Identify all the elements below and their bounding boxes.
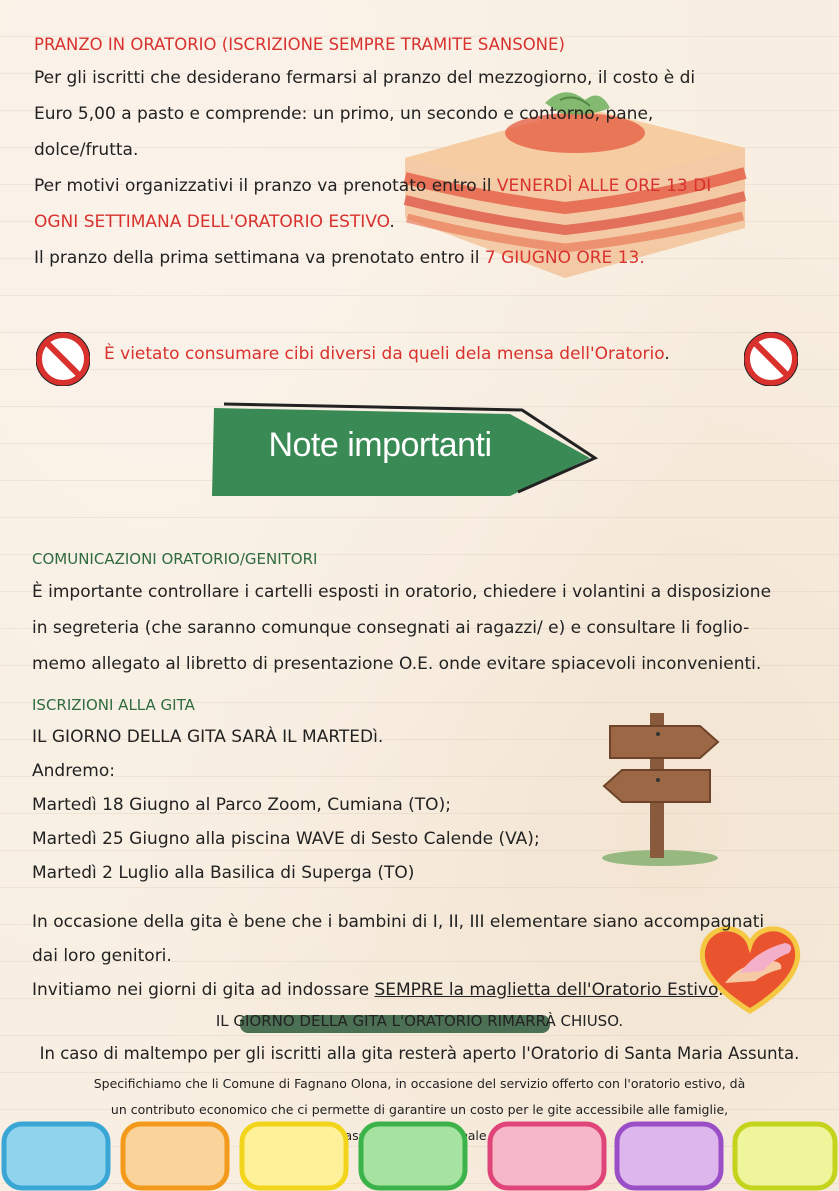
communications-title: COMUNICAZIONI ORATORIO/GENITORI <box>32 550 318 568</box>
lunch-line-1: Per gli iscritti che desiderano fermarsi al pranzo del mezzogiorno, il costo è di <box>34 68 696 88</box>
notes-banner <box>210 400 600 500</box>
warning-end: . <box>664 344 670 364</box>
banner-title: Note importanti <box>268 426 492 464</box>
lunch-line-4 <box>34 168 814 204</box>
lunch-line-5-end: . <box>389 212 395 232</box>
warning-text <box>104 344 670 364</box>
fine-print-2: un contributo economico che ci permette di garantire un costo per le gite accessibile alle famiglie, <box>110 1102 729 1117</box>
weather-notice: In caso di maltempo per gli iscritti alla gita resterà aperto l'Oratorio di Santa Maria Assunta. <box>39 1044 800 1063</box>
closing-line-3-text: Invitiamo nei giorni di gita ad indossare <box>32 980 375 1000</box>
lunch-line-2: Euro 5,00 a pasto e comprende: un primo, un secondo e contorno, pane, <box>34 104 654 124</box>
communications-section <box>32 544 822 682</box>
no-entry-icon <box>744 332 798 386</box>
closed-notice-row <box>0 1007 839 1037</box>
warning-message: È vietato consumare cibi diversi da queli dela mensa dell'Oratorio <box>104 344 665 364</box>
closed-notice: IL GIORNO DELLA GITA L'ORATORIO RIMARRÀ CHIUSO. <box>215 1012 624 1030</box>
signpost-illustration <box>600 708 730 868</box>
communications-line-2: in segreteria (che saranno comunque consegnati ai ragazzi/ e) e consultare li foglio- <box>32 618 750 638</box>
closing-line-3 <box>0 973 839 1007</box>
lunch-line-3: dolce/frutta. <box>34 140 139 160</box>
closing-line-3-end: . <box>718 980 724 1000</box>
lunch-deadline-cont: OGNI SETTIMANA DELL'ORATORIO ESTIVO <box>34 212 390 232</box>
tshirt-reminder: SEMPRE la maglietta dell'Oratorio Estivo <box>374 980 719 1000</box>
lunch-line-6 <box>34 240 814 276</box>
warning-row <box>36 330 806 390</box>
lunch-line-5 <box>34 204 814 240</box>
decorative-color-blocks <box>0 1112 839 1191</box>
trip-item: Martedì 2 Luglio alla Basilica di Superga (TO) <box>32 863 415 883</box>
closing-line-2: dai loro genitori. <box>32 946 172 966</box>
lunch-deadline: VENERDÌ ALLE ORE 13 DI <box>496 176 712 196</box>
fine-print-1: Specifichiamo che li Comune di Fagnano Olona, in occasione del servizio offerto con l'oratorio estivo, dà <box>93 1076 746 1091</box>
trip-going: Andremo: <box>32 761 115 781</box>
trip-item: Martedì 25 Giugno alla piscina WAVE di Sesto Calende (VA); <box>32 829 540 849</box>
lunch-section <box>34 30 814 276</box>
closing-line-1: In occasione della gita è bene che i bambini di I, II, III elementare siano accompagnati <box>32 912 765 932</box>
lunch-line-6-text: Il pranzo della prima settimana va prenotato entro il <box>34 248 485 268</box>
trip-title: ISCRIZIONI ALLA GITA <box>32 696 195 714</box>
first-week-deadline: 7 GIUGNO ORE 13. <box>484 248 645 268</box>
communications-line-3: memo allegato al libretto di presentazione O.E. onde evitare spiacevoli inconvenienti. <box>32 654 762 674</box>
no-entry-icon <box>36 332 90 386</box>
fine-print-3: basso reale <box>336 1128 487 1143</box>
lunch-line-4-text: Per motivi organizzativi il pranzo va prenotato entro il <box>34 176 497 196</box>
trip-day: IL GIORNO DELLA GITA SARÀ IL MARTEDì. <box>32 727 384 747</box>
trip-item: Martedì 18 Giugno al Parco Zoom, Cumiana (TO); <box>32 795 451 815</box>
lunch-title: PRANZO IN ORATORIO (ISCRIZIONE SEMPRE TRAMITE SANSONE) <box>34 35 565 54</box>
communications-line-1: È importante controllare i cartelli esposti in oratorio, chiedere i volantini a disposizione <box>32 582 772 602</box>
